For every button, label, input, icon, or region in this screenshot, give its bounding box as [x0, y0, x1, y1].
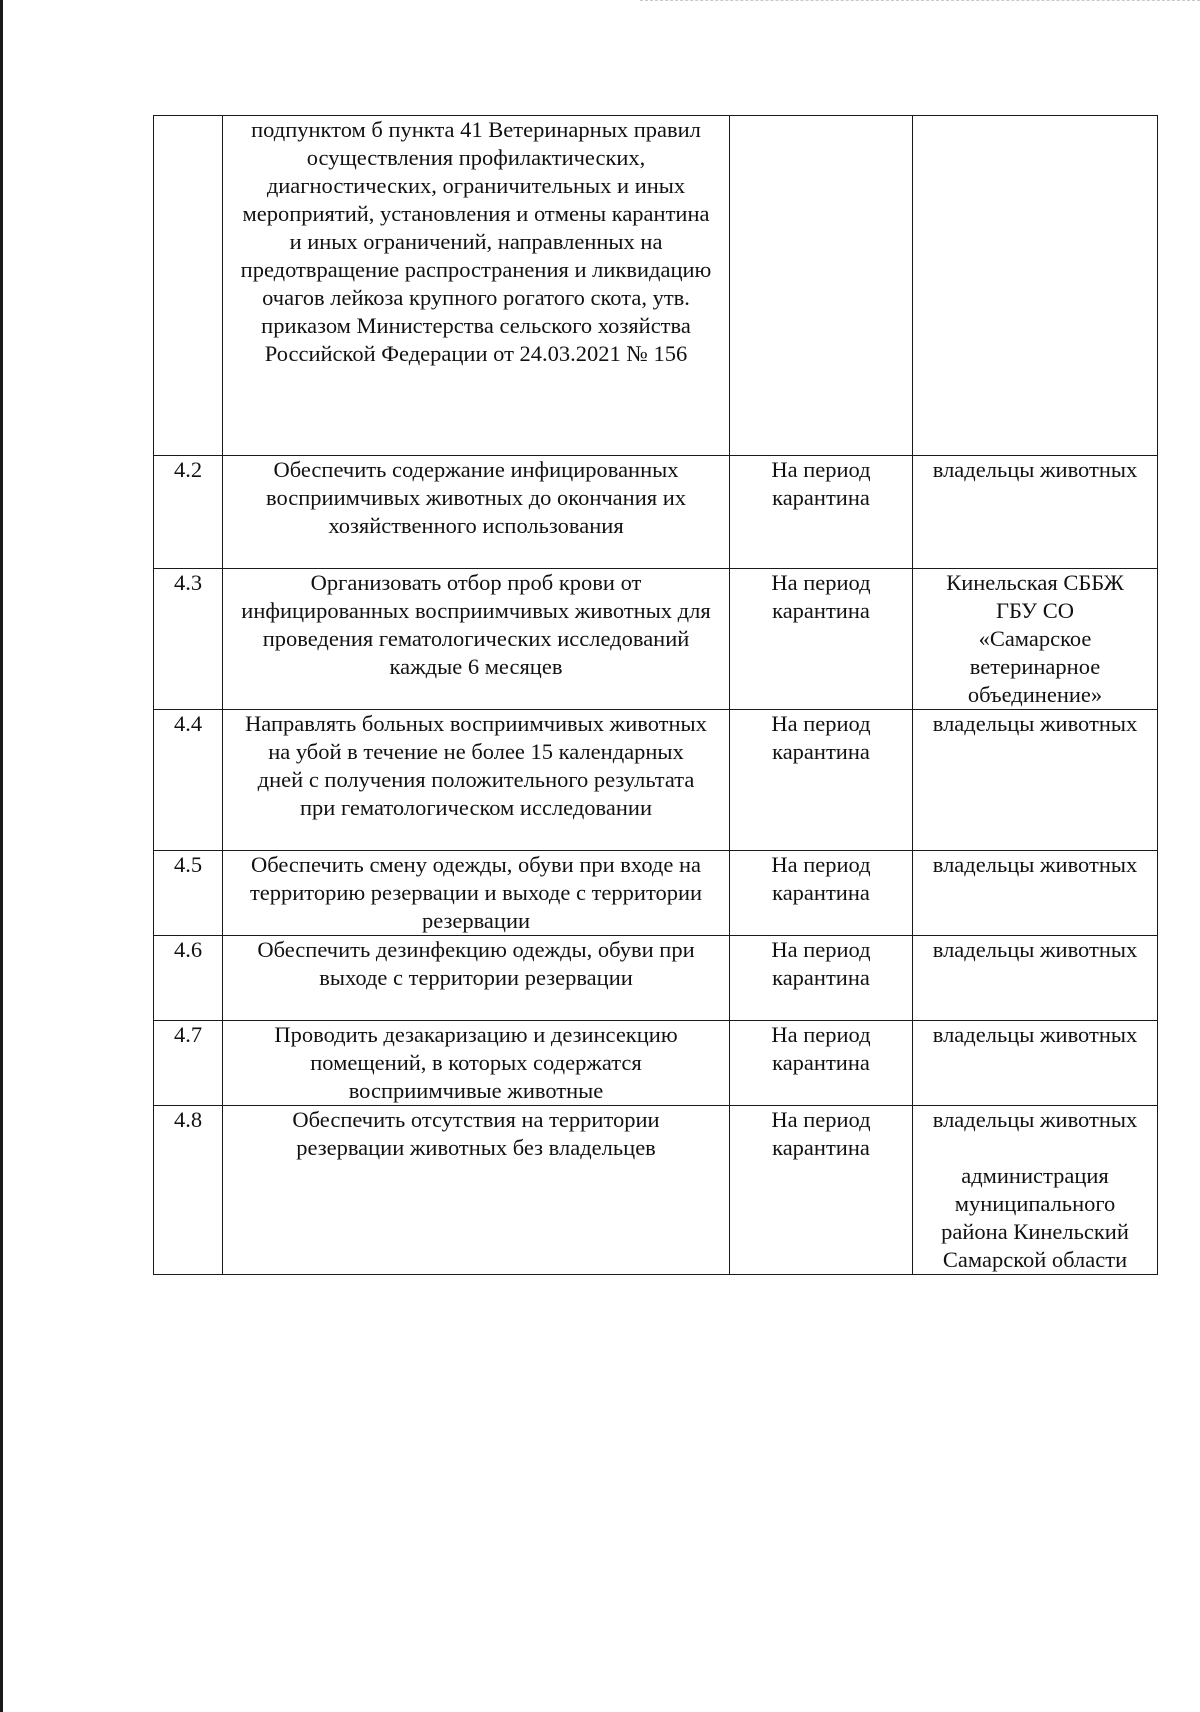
- table-row: [154, 1021, 1158, 1106]
- table-row: [154, 710, 1158, 851]
- measure-cell: Проводить дезакаризацию и дезинсекцию помещений, в которых содержатся восприимчивые животные: [223, 1021, 730, 1106]
- responsible-cell: [913, 1106, 1158, 1275]
- scan-left-edge: [0, 0, 3, 1712]
- measures-table: [153, 115, 1158, 1275]
- measure-cell: Обеспечить отсутствия на территории резервации животных без владельцев: [223, 1106, 730, 1275]
- table-row: [154, 116, 1158, 456]
- table-row: [154, 936, 1158, 1021]
- scan-top-marks: [640, 0, 1200, 3]
- row-number: 4.2: [154, 456, 223, 569]
- row-number: 4.5: [154, 851, 223, 936]
- period-cell: На период карантина: [730, 936, 913, 1021]
- table-row: [154, 1106, 1158, 1275]
- measure-cell: Направлять больных восприимчивых животных на убой в течение не более 15 календарных дней с получения положительного результата при гематологическом исследовании: [223, 710, 730, 851]
- row-number: 4.7: [154, 1021, 223, 1106]
- table-row: [154, 456, 1158, 569]
- period-cell: На период карантина: [730, 710, 913, 851]
- measure-cell: Обеспечить дезинфекцию одежды, обуви при выходе с территории резервации: [223, 936, 730, 1021]
- responsible-text: владельцы животных: [932, 1107, 1138, 1132]
- row-number: 4.4: [154, 710, 223, 851]
- responsible-cell: Кинельская СББЖ ГБУ СО «Самарское ветеринарное объединение»: [913, 569, 1158, 710]
- responsible-cell: владельцы животных: [913, 456, 1158, 569]
- measure-cell: Обеспечить смену одежды, обуви при входе на территорию резервации и выходе с территории резервации: [223, 851, 730, 936]
- measure-cell: Обеспечить содержание инфицированных восприимчивых животных до окончания их хозяйственного использования: [223, 456, 730, 569]
- responsible-cell: владельцы животных: [913, 1021, 1158, 1106]
- period-cell: На период карантина: [730, 569, 913, 710]
- table-row: [154, 569, 1158, 710]
- responsible-cell: владельцы животных: [913, 851, 1158, 936]
- responsible-extra-text: администрация муниципального района Кинельский Самарской области: [941, 1163, 1129, 1272]
- row-number: 4.6: [154, 936, 223, 1021]
- period-cell: На период карантина: [730, 1106, 913, 1275]
- spacer: [917, 1134, 1153, 1162]
- table-row: [154, 851, 1158, 936]
- measure-cell: подпунктом б пункта 41 Ветеринарных правил осуществления профилактических, диагностических, ограничительных и иных мероприятий, установления и отмены карантина и иных ограничений, направленных на предотвращение распространения и ликвидацию очагов лейкоза крупного рогатого скота, утв. приказом Министерства сельского хозяйства Российской Федерации от 24.03.2021 № 156: [223, 116, 730, 456]
- row-number: [154, 116, 223, 456]
- period-cell: На период карантина: [730, 1021, 913, 1106]
- row-number: 4.8: [154, 1106, 223, 1275]
- period-cell: На период карантина: [730, 456, 913, 569]
- responsible-cell: владельцы животных: [913, 710, 1158, 851]
- responsible-cell: владельцы животных: [913, 936, 1158, 1021]
- period-cell: [730, 116, 913, 456]
- measure-cell: Организовать отбор проб крови от инфицированных восприимчивых животных для проведения гематологических исследований каждые 6 месяцев: [223, 569, 730, 710]
- responsible-cell: [913, 116, 1158, 456]
- row-number: 4.3: [154, 569, 223, 710]
- period-cell: На период карантина: [730, 851, 913, 936]
